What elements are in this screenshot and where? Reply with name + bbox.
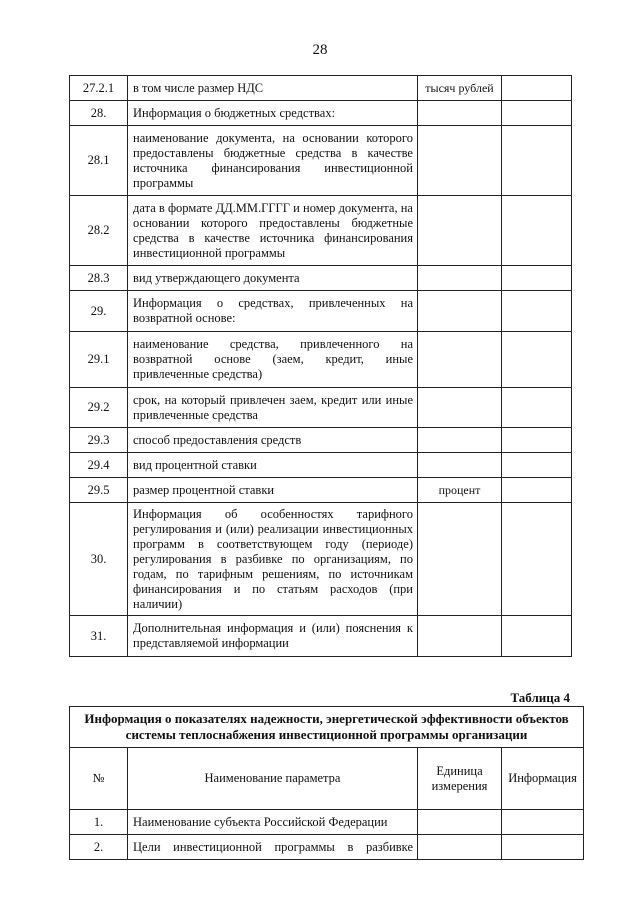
row-info <box>502 332 572 388</box>
row-number: 29.5 <box>70 478 128 503</box>
table-title-row <box>70 707 584 748</box>
header-parameter-name: Наименование параметра <box>128 748 418 810</box>
row-description: дата в формате ДД.ММ.ГГГГ и номер документа, на основании которого предоставлены бюджетные средства в качестве источника финансирования инвестиционной программы <box>128 196 418 266</box>
table-row <box>70 196 572 266</box>
row-number: 28.2 <box>70 196 128 266</box>
row-number: 31. <box>70 616 128 657</box>
table-row <box>70 266 572 291</box>
row-info <box>502 76 572 101</box>
row-number: 1. <box>70 810 128 835</box>
page-number: 28 <box>312 42 328 58</box>
table-row <box>70 453 572 478</box>
row-description: срок, на который привлечен заем, кредит или иные привлеченные средства <box>128 388 418 428</box>
row-description: вид процентной ставки <box>128 453 418 478</box>
row-description: наименование средства, привлеченного на возвратной основе (заем, кредит, иные привлеченные средства) <box>128 332 418 388</box>
row-info <box>502 503 572 616</box>
row-info <box>502 478 572 503</box>
table-row <box>70 101 572 126</box>
row-unit <box>418 616 502 657</box>
table-row <box>70 332 572 388</box>
row-number: 29.3 <box>70 428 128 453</box>
reliability-indicators-table <box>69 706 584 860</box>
row-unit: процент <box>418 478 502 503</box>
row-info <box>502 453 572 478</box>
row-description: Информация о бюджетных средствах: <box>128 101 418 126</box>
row-description: вид утверждающего документа <box>128 266 418 291</box>
row-number: 28.1 <box>70 126 128 196</box>
row-number: 27.2.1 <box>70 76 128 101</box>
row-info <box>502 291 572 332</box>
row-info <box>502 428 572 453</box>
row-number: 29.2 <box>70 388 128 428</box>
row-info <box>502 616 572 657</box>
header-number: № <box>70 748 128 810</box>
row-info <box>502 266 572 291</box>
row-description: Информация о средствах, привлеченных на возвратной основе: <box>128 291 418 332</box>
row-info <box>502 388 572 428</box>
row-number: 29. <box>70 291 128 332</box>
table-title: Информация о показателях надежности, энергетической эффективности объектов системы теплоснабжения инвестиционной программы организации <box>70 707 584 748</box>
row-unit <box>418 101 502 126</box>
row-number: 29.4 <box>70 453 128 478</box>
row-description: Цели инвестиционной программы в разбивке <box>128 835 418 860</box>
row-info <box>502 196 572 266</box>
row-info <box>502 101 572 126</box>
row-unit <box>418 196 502 266</box>
header-unit: Единица измерения <box>418 748 502 810</box>
row-unit <box>418 332 502 388</box>
row-description: Дополнительная информация и (или) пояснения к представляемой информации <box>128 616 418 657</box>
row-number: 28. <box>70 101 128 126</box>
row-unit <box>418 291 502 332</box>
row-unit: тысяч рублей <box>418 76 502 101</box>
row-description: Информация об особенностях тарифного регулирования и (или) реализации инвестиционных программ в соответствующем году (периоде) регулирования в разбивке по организациям, по годам, по тарифным решениям, по источникам финансирования и по статьям расходов (при наличии) <box>128 503 418 616</box>
row-unit <box>418 126 502 196</box>
table-row <box>70 126 572 196</box>
row-description: наименование документа, на основании которого предоставлены бюджетные средства в качестве источника финансирования инвестиционной программы <box>128 126 418 196</box>
row-unit <box>418 453 502 478</box>
row-info <box>502 835 584 860</box>
row-description: способ предоставления средств <box>128 428 418 453</box>
row-unit <box>418 388 502 428</box>
row-info <box>502 810 584 835</box>
table-row <box>70 835 584 860</box>
table-row <box>70 810 584 835</box>
table-row <box>70 291 572 332</box>
row-unit <box>418 266 502 291</box>
row-unit <box>418 810 502 835</box>
row-number: 2. <box>70 835 128 860</box>
row-unit <box>418 428 502 453</box>
row-number: 30. <box>70 503 128 616</box>
table-row <box>70 428 572 453</box>
table-row <box>70 388 572 428</box>
row-number: 28.3 <box>70 266 128 291</box>
table-row <box>70 478 572 503</box>
row-description: в том числе размер НДС <box>128 76 418 101</box>
header-information: Информация <box>502 748 584 810</box>
row-description: размер процентной ставки <box>128 478 418 503</box>
row-info <box>502 126 572 196</box>
row-unit <box>418 835 502 860</box>
table-row <box>70 503 572 616</box>
row-unit <box>418 503 502 616</box>
row-number: 29.1 <box>70 332 128 388</box>
table-row <box>70 616 572 657</box>
table-caption: Таблица 4 <box>510 690 570 705</box>
row-description: Наименование субъекта Российской Федерации <box>128 810 418 835</box>
investment-program-table <box>69 75 572 657</box>
table-row <box>70 76 572 101</box>
table-header-row <box>70 748 584 810</box>
